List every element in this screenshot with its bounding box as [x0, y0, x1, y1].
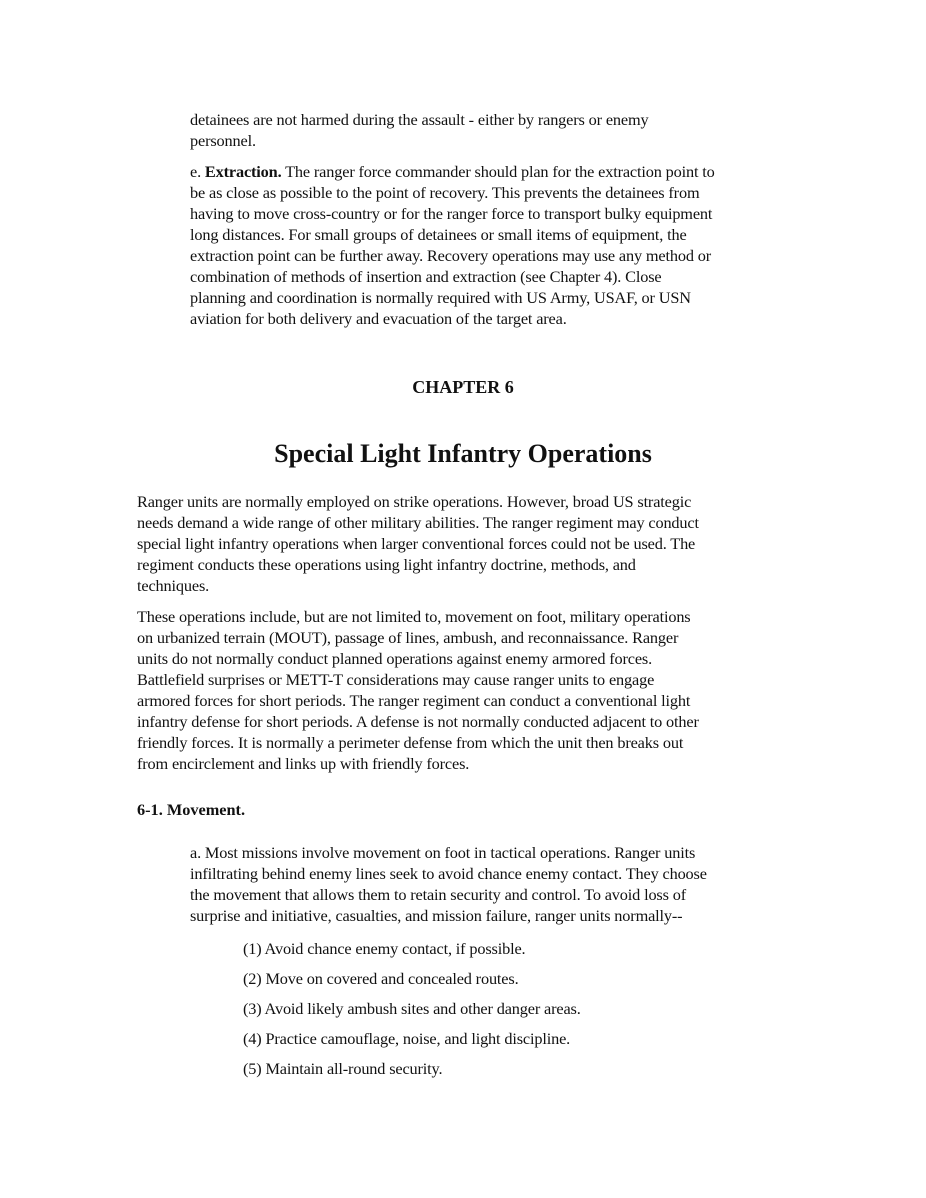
paragraph-line: regiment conducts these operations using light infantry doctrine, methods, and — [137, 555, 636, 574]
paragraph-a — [190, 842, 707, 926]
chapter-title: Special Light Infantry Operations — [274, 439, 652, 468]
paragraph-line: needs demand a wide range of other military abilities. The ranger regiment may conduct — [137, 513, 699, 532]
paragraph-line: friendly forces. It is normally a perimeter defense from which the unit then breaks out — [137, 733, 684, 752]
section-heading: 6-1. Movement. — [137, 800, 246, 819]
paragraph-line: armored forces for short periods. The ranger regiment can conduct a conventional light — [137, 691, 691, 710]
intro-paragraph-1 — [137, 491, 699, 596]
chapter-label: CHAPTER 6 — [412, 377, 514, 397]
extraction-paragraph — [190, 161, 715, 329]
paragraph-line: Ranger units are normally employed on strike operations. However, broad US strategic — [137, 492, 692, 511]
paragraph-line: a. Most missions involve movement on foot in tactical operations. Ranger units — [190, 843, 696, 862]
list-item: (3) Avoid likely ambush sites and other danger areas. — [243, 999, 581, 1018]
paragraph-line: Battlefield surprises or METT-T considerations may cause ranger units to engage — [137, 670, 655, 689]
continued-paragraph — [190, 109, 648, 151]
paragraph-line: from encirclement and links up with friendly forces. — [137, 754, 470, 773]
paragraph-line: the movement that allows them to retain security and control. To avoid loss of — [190, 885, 686, 904]
paragraph-line: combination of methods of insertion and extraction (see Chapter 4). Close — [190, 267, 662, 286]
paragraph-line: aviation for both delivery and evacuation of the target area. — [190, 309, 567, 328]
paragraph-line: special light infantry operations when larger conventional forces could not be used. The — [137, 534, 696, 553]
paragraph-line — [190, 161, 715, 182]
paragraph-line: infiltrating behind enemy lines seek to avoid chance enemy contact. They choose — [190, 864, 707, 883]
paragraph-line: surprise and initiative, casualties, and mission failure, ranger units normally-- — [190, 906, 683, 925]
paragraph-line: personnel. — [190, 131, 256, 150]
paragraph-line: detainees are not harmed during the assault - either by rangers or enemy — [190, 110, 649, 129]
paragraph-line: techniques. — [137, 576, 210, 595]
paragraph-line: be as close as possible to the point of recovery. This prevents the detainees from — [190, 183, 700, 202]
list-item: (1) Avoid chance enemy contact, if possible. — [243, 939, 526, 958]
paragraph-lines — [190, 182, 715, 329]
list-item: (2) Move on covered and concealed routes. — [243, 969, 519, 988]
paragraph-line: having to move cross-country or for the ranger force to transport bulky equipment — [190, 204, 713, 223]
item-prefix: e. — [190, 162, 205, 181]
paragraph-line: on urbanized terrain (MOUT), passage of lines, ambush, and reconnaissance. Ranger — [137, 628, 679, 647]
paragraph-line: These operations include, but are not limited to, movement on foot, military operations — [137, 607, 691, 626]
list-item: (4) Practice camouflage, noise, and light discipline. — [243, 1029, 571, 1048]
intro-paragraph-2 — [137, 606, 699, 774]
paragraph-line: infantry defense for short periods. A defense is not normally conducted adjacent to other — [137, 712, 699, 731]
paragraph-line: planning and coordination is normally required with US Army, USAF, or USN — [190, 288, 691, 307]
movement-list — [243, 934, 581, 1084]
bold-term: Extraction. — [204, 162, 282, 181]
paragraph-line: units do not normally conduct planned operations against enemy armored forces. — [137, 649, 653, 668]
list-item: (5) Maintain all-round security. — [243, 1059, 443, 1078]
line-text: The ranger force commander should plan for the extraction point to — [281, 162, 715, 181]
paragraph-line: long distances. For small groups of detainees or small items of equipment, the — [190, 225, 687, 244]
paragraph-line: extraction point can be further away. Recovery operations may use any method or — [190, 246, 712, 265]
